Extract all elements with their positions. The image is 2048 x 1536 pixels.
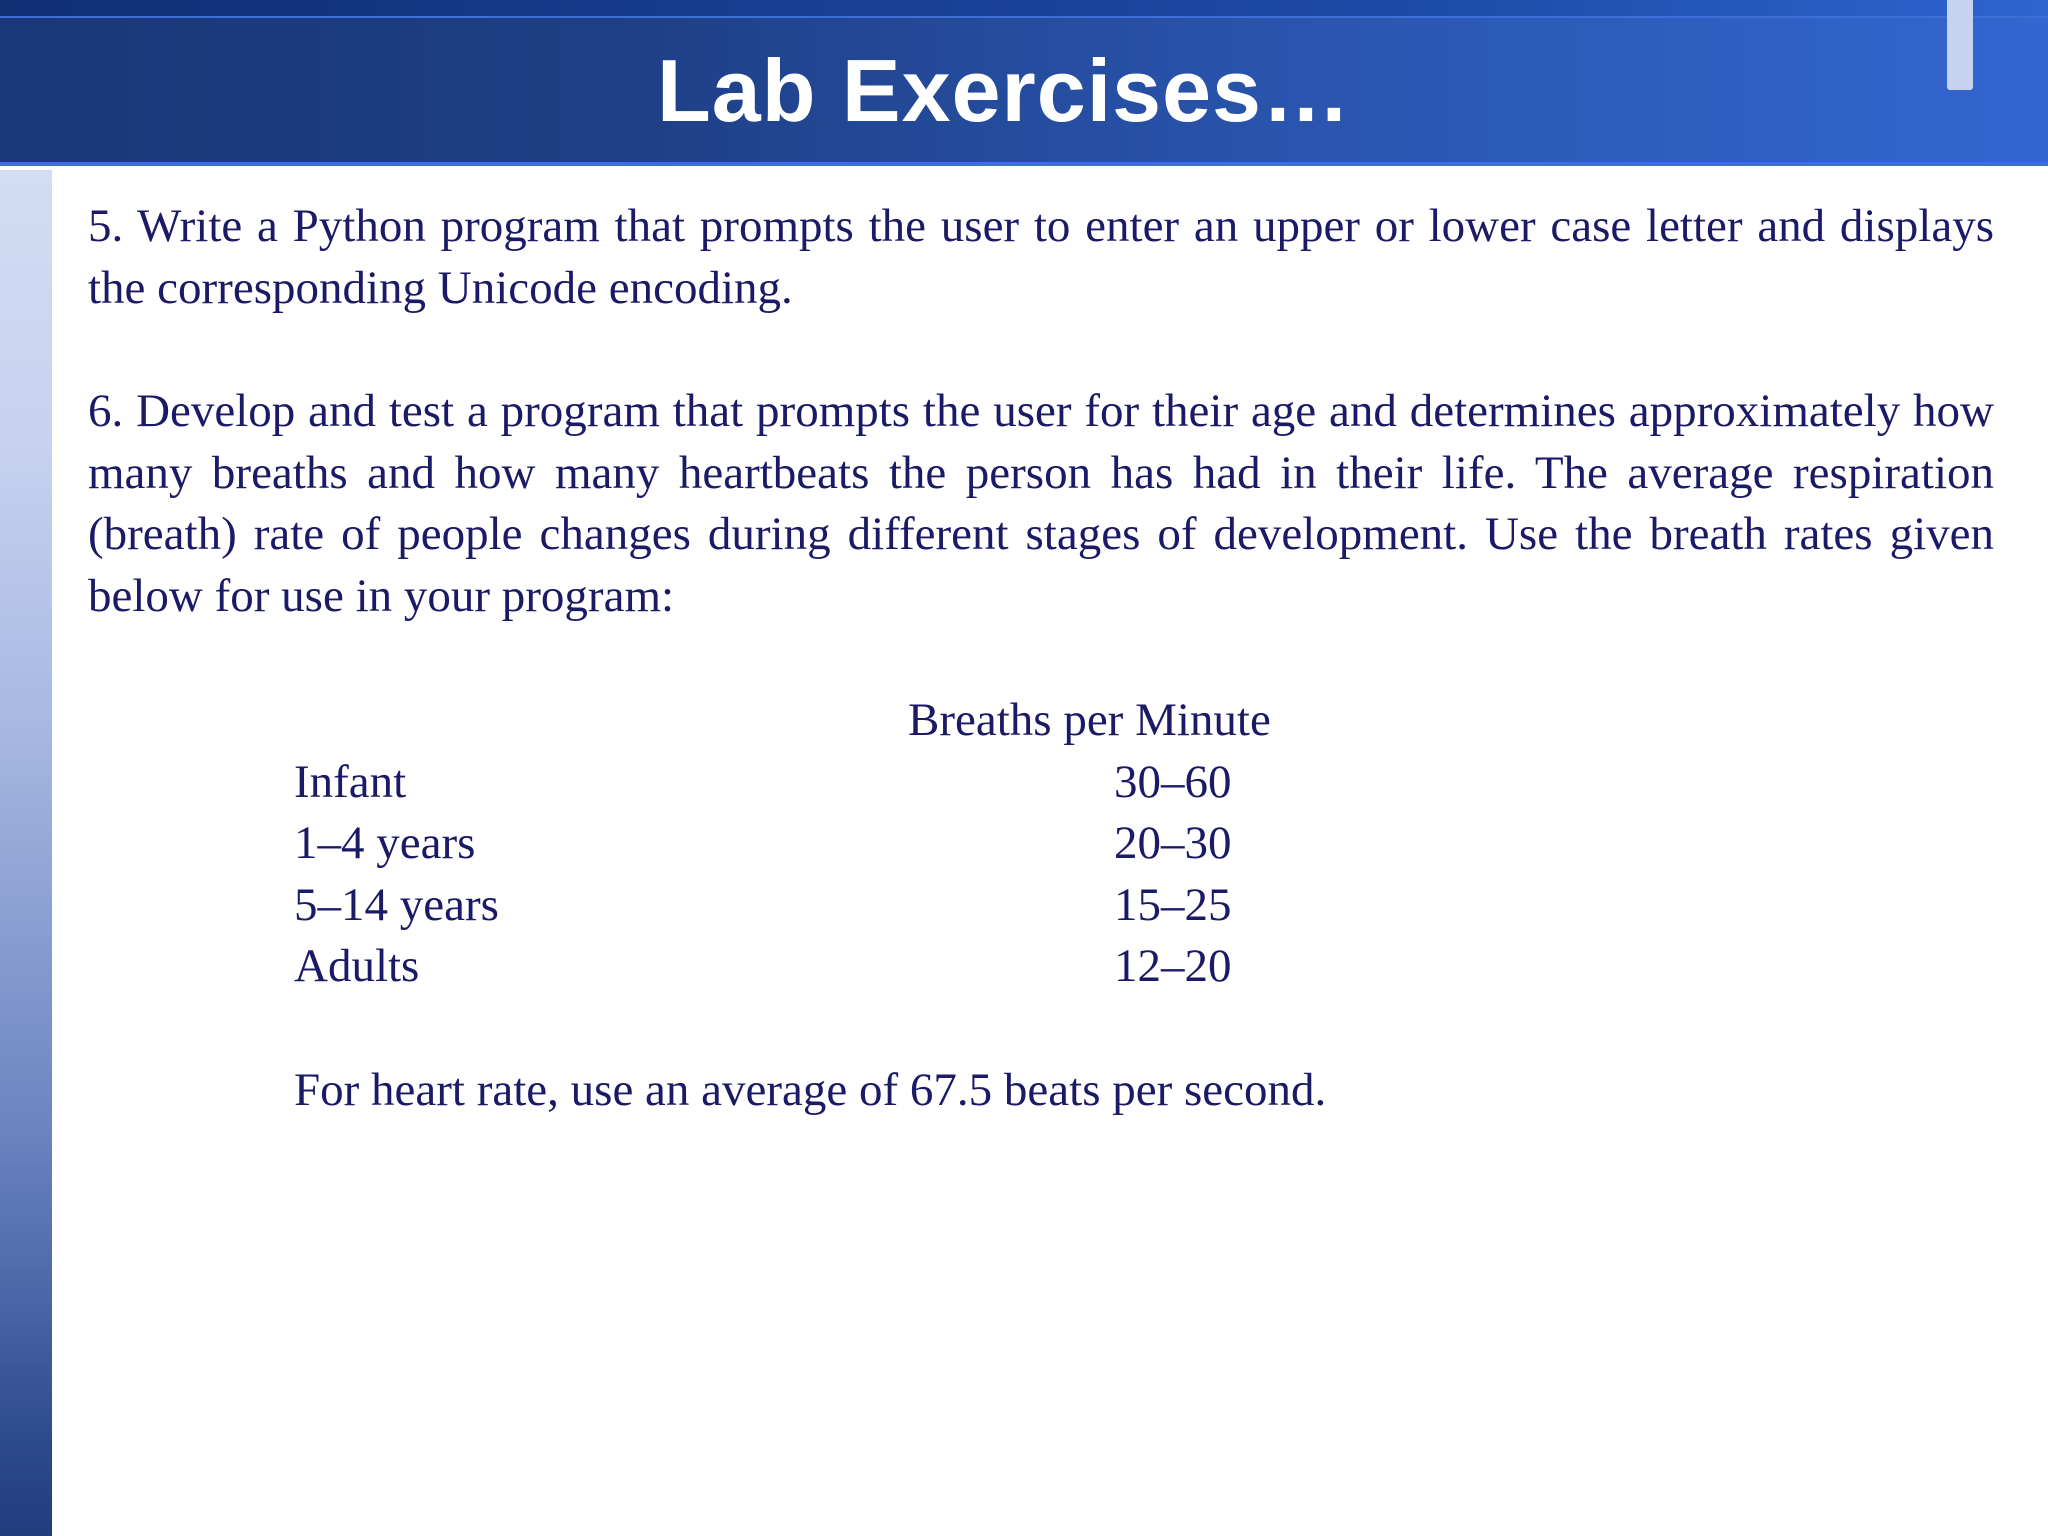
slide-title: Lab Exercises…: [657, 41, 1351, 140]
column-header-breaths: Breaths per Minute: [908, 694, 1271, 746]
corner-decoration: [1947, 0, 1973, 90]
breath-rate-table: [294, 690, 1694, 998]
table-row: [294, 936, 1694, 998]
table-header: [294, 690, 1694, 752]
stage-label: Infant: [294, 755, 407, 808]
stage-label: 1–4 years: [294, 817, 476, 869]
exercise-5: 5. Write a Python program that prompts the user to enter an upper or lower case letter and displays the corresponding Unicode encoding.: [88, 200, 1994, 314]
rate-value: 15–25: [1114, 878, 1232, 931]
exercise-content: [88, 196, 1994, 627]
rate-value: 30–60: [1114, 755, 1232, 808]
stage-label: Adults: [294, 940, 420, 992]
rate-value: 12–20: [1114, 940, 1232, 992]
heart-rate-note: For heart rate, use an average of 67.5 beats per second.: [294, 1064, 1327, 1116]
top-strip: [0, 0, 2048, 16]
table-row: [294, 813, 1694, 875]
table-row: [294, 752, 1694, 814]
table-row: [294, 875, 1694, 937]
rate-value: 20–30: [1114, 817, 1232, 869]
stage-label: 5–14 years: [294, 878, 499, 931]
left-decorative-band: [0, 170, 52, 1536]
exercise-6: 6. Develop and test a program that prompts the user for their age and determines approximately how many breaths and how many heartbeats the person has had in their life. The average respiration (breath) rate of people changes during different stages of development. Use the breath rates given below for use in your program:: [88, 385, 1994, 622]
